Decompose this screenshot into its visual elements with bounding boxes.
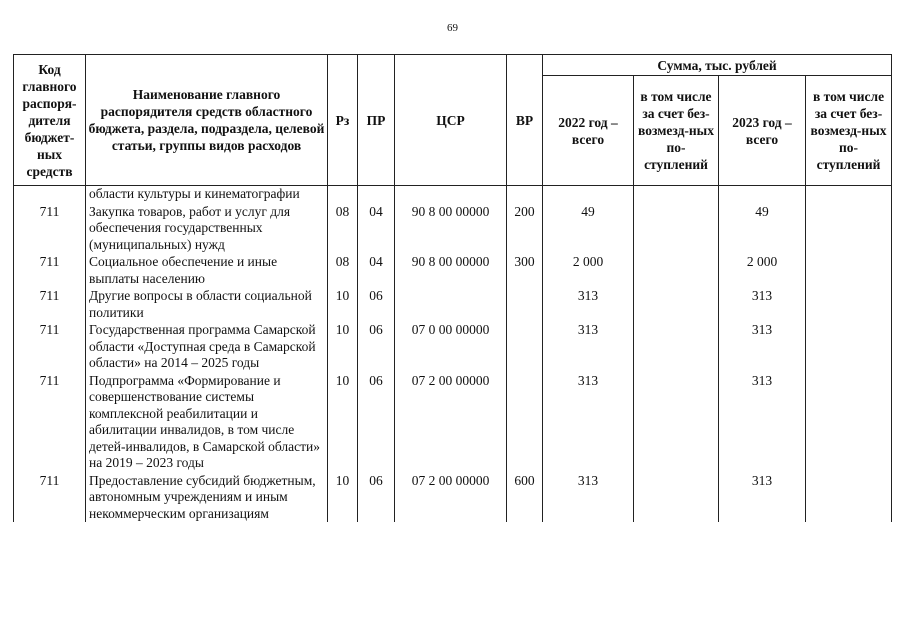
row-name: Другие вопросы в области социальной политики xyxy=(86,287,328,321)
table-row xyxy=(14,186,892,203)
table-row xyxy=(14,372,892,472)
row-name: Социальное обеспечение и иные выплаты населению xyxy=(86,253,328,287)
row-code: 711 xyxy=(14,203,86,254)
row-pr xyxy=(358,186,395,203)
row-csr xyxy=(395,287,507,321)
header-vr: ВР xyxy=(507,55,543,186)
row-name: Подпрограмма «Формирование и совершенствование системы комплексной реабилитации и абилитации инвалидов, в том числе детей-инвалидов, в Самарской области» на 2019 – 2023 годы xyxy=(86,372,328,472)
row-2023-gratuitous xyxy=(806,203,892,254)
row-code: 711 xyxy=(14,287,86,321)
row-2022-gratuitous xyxy=(634,287,719,321)
row-code: 711 xyxy=(14,253,86,287)
row-2022-total: 49 xyxy=(543,203,634,254)
row-2022-gratuitous xyxy=(634,372,719,472)
page-number: 69 xyxy=(447,22,458,34)
header-name: Наименование главного распорядителя средств областного бюджета, раздела, подраздела, целевой статьи, группы видов расходов xyxy=(86,55,328,186)
row-csr xyxy=(395,186,507,203)
row-pr: 06 xyxy=(358,287,395,321)
header-2023-total: 2023 год – всего xyxy=(719,76,806,186)
row-code xyxy=(14,186,86,203)
row-code: 711 xyxy=(14,472,86,523)
row-2023-total: 313 xyxy=(719,287,806,321)
row-2023-total: 313 xyxy=(719,321,806,372)
row-pr: 04 xyxy=(358,203,395,254)
row-rz: 10 xyxy=(328,287,358,321)
row-code: 711 xyxy=(14,321,86,372)
row-csr: 07 2 00 00000 xyxy=(395,472,507,523)
budget-table xyxy=(13,54,892,522)
row-pr: 06 xyxy=(358,472,395,523)
table-row xyxy=(14,253,892,287)
row-rz: 10 xyxy=(328,372,358,472)
table-row xyxy=(14,321,892,372)
header-code: Код главного распоря-дителя бюджет-ных средств xyxy=(14,55,86,186)
header-csr: ЦСР xyxy=(395,55,507,186)
row-2022-total xyxy=(543,186,634,203)
row-code: 711 xyxy=(14,372,86,472)
row-vr: 600 xyxy=(507,472,543,523)
row-2022-gratuitous xyxy=(634,321,719,372)
row-vr xyxy=(507,186,543,203)
row-vr: 200 xyxy=(507,203,543,254)
row-name: области культуры и кинематографии xyxy=(86,186,328,203)
table-body xyxy=(14,186,892,523)
row-2023-gratuitous xyxy=(806,372,892,472)
row-2022-total: 313 xyxy=(543,372,634,472)
row-2022-gratuitous xyxy=(634,203,719,254)
row-name: Государственная программа Самарской области «Доступная среда в Самарской области» на 2014 – 2025 годы xyxy=(86,321,328,372)
header-2023-gratuitous: в том числе за счет без-возмезд-ных по-ступлений xyxy=(806,76,892,186)
row-2023-gratuitous xyxy=(806,287,892,321)
row-2023-gratuitous xyxy=(806,472,892,523)
row-name: Предоставление субсидий бюджетным, автономным учреждениям и иным некоммерческим организациям xyxy=(86,472,328,523)
row-csr: 90 8 00 00000 xyxy=(395,203,507,254)
row-2022-gratuitous xyxy=(634,186,719,203)
table-row xyxy=(14,203,892,254)
row-2023-total: 2 000 xyxy=(719,253,806,287)
table-row xyxy=(14,287,892,321)
row-rz: 08 xyxy=(328,203,358,254)
row-2022-gratuitous xyxy=(634,253,719,287)
row-rz xyxy=(328,186,358,203)
row-rz: 08 xyxy=(328,253,358,287)
row-csr: 07 2 00 00000 xyxy=(395,372,507,472)
row-2022-total: 313 xyxy=(543,287,634,321)
row-rz: 10 xyxy=(328,472,358,523)
row-pr: 06 xyxy=(358,372,395,472)
row-2022-total: 2 000 xyxy=(543,253,634,287)
row-pr: 04 xyxy=(358,253,395,287)
row-2023-total: 313 xyxy=(719,372,806,472)
header-rz: Рз xyxy=(328,55,358,186)
table-row xyxy=(14,472,892,523)
row-2022-total: 313 xyxy=(543,321,634,372)
row-pr: 06 xyxy=(358,321,395,372)
row-vr xyxy=(507,321,543,372)
row-2022-gratuitous xyxy=(634,472,719,523)
row-2023-gratuitous xyxy=(806,186,892,203)
header-2022-gratuitous: в том числе за счет без-возмезд-ных по-ступлений xyxy=(634,76,719,186)
row-vr xyxy=(507,372,543,472)
row-2023-total xyxy=(719,186,806,203)
row-2023-total: 313 xyxy=(719,472,806,523)
row-name: Закупка товаров, работ и услуг для обеспечения государственных (муниципальных) нужд xyxy=(86,203,328,254)
row-2023-gratuitous xyxy=(806,253,892,287)
row-csr: 90 8 00 00000 xyxy=(395,253,507,287)
row-2023-total: 49 xyxy=(719,203,806,254)
header-sum: Сумма, тыс. рублей xyxy=(543,55,892,76)
row-vr xyxy=(507,287,543,321)
row-2022-total: 313 xyxy=(543,472,634,523)
row-rz: 10 xyxy=(328,321,358,372)
header-2022-total: 2022 год – всего xyxy=(543,76,634,186)
row-vr: 300 xyxy=(507,253,543,287)
row-csr: 07 0 00 00000 xyxy=(395,321,507,372)
row-2023-gratuitous xyxy=(806,321,892,372)
header-pr: ПР xyxy=(358,55,395,186)
